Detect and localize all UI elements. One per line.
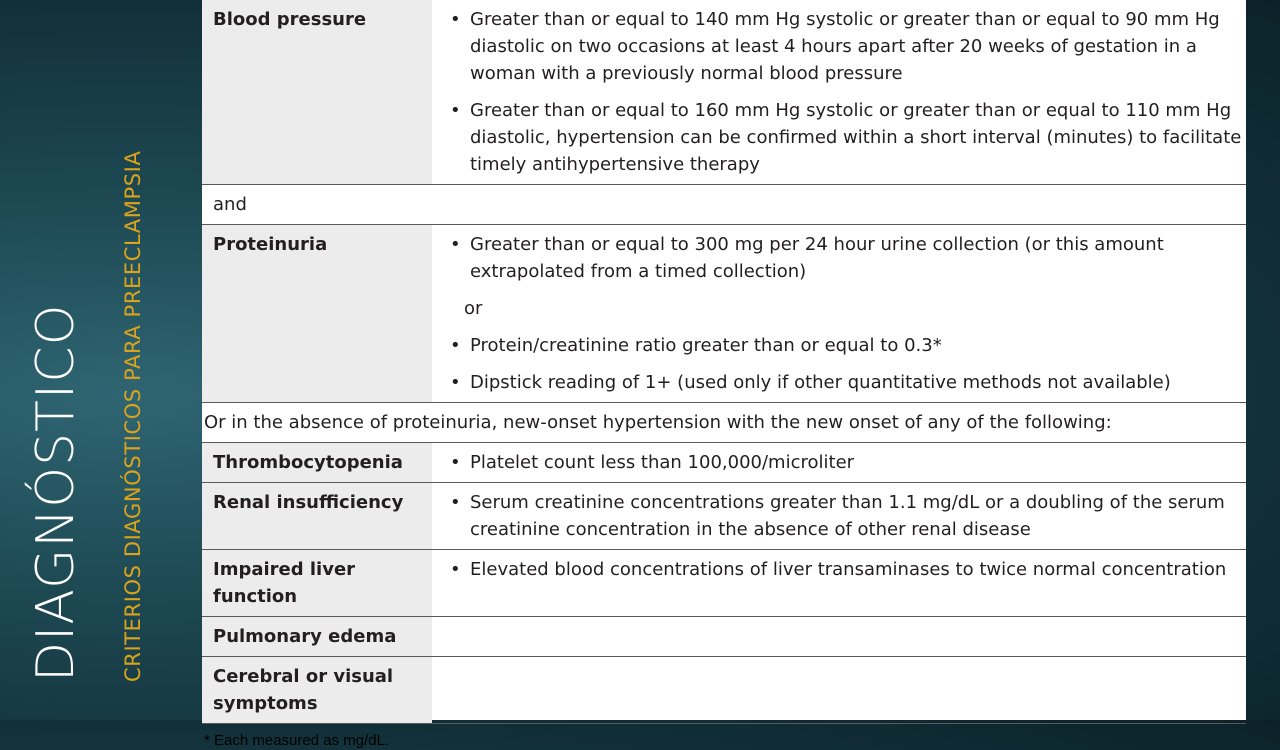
row-label: Pulmonary edema [202, 617, 432, 657]
row-label: Proteinuria [202, 225, 432, 403]
table-row-cerebral [202, 657, 1246, 724]
footnote: * Each measured as mg/dL. [204, 732, 390, 749]
connector-text: and [213, 194, 247, 215]
row-content [432, 617, 1246, 657]
criteria-bullet: • Dipstick reading of 1+ (used only if other quantitative methods not available) [450, 369, 1246, 396]
row-content [432, 657, 1246, 724]
criteria-bullet: • Greater than or equal to 140 mm Hg systolic or greater than or equal to 90 mm Hg diastolic on two occasions at least 4 hours apart after 20 weeks of gestation in a woman with a previously normal blood pressure [450, 6, 1246, 87]
criteria-bullet: • Serum creatinine concentrations greater than 1.1 mg/dL or a doubling of the serum creatinine concentration in the absence of other renal disease [450, 489, 1246, 543]
row-label: Blood pressure [202, 0, 432, 185]
table-row-proteinuria [202, 225, 1246, 403]
criteria-bullet: • Protein/creatinine ratio greater than or equal to 0.3* [450, 332, 1246, 359]
row-content [432, 225, 1246, 403]
row-label: Thrombocytopenia [202, 443, 432, 483]
row-label: Impaired liver function [202, 550, 432, 617]
criteria-bullet: • Elevated blood concentrations of liver transaminases to twice normal concentration [450, 556, 1246, 583]
row-content [432, 483, 1246, 550]
table-row-thrombocytopenia [202, 443, 1246, 483]
table-row-blood-pressure [202, 0, 1246, 185]
table-row-renal [202, 483, 1246, 550]
row-label: Renal insufficiency [202, 483, 432, 550]
criteria-bullet: • Greater than or equal to 160 mm Hg systolic or greater than or equal to 110 mm Hg diastolic, hypertension can be confirmed within a short interval (minutes) to facilitate timely antihypertensive therapy [450, 97, 1246, 178]
connector-text: or [464, 298, 483, 319]
table-row-and [202, 185, 1246, 225]
row-content [432, 443, 1246, 483]
slide-title: DIAGNÓSTICO [26, 303, 86, 682]
slide-subtitle: CRITERIOS DIAGNÓSTICOS PARA PREECLAMPSIA [121, 150, 145, 682]
row-content [432, 550, 1246, 617]
table-row-liver [202, 550, 1246, 617]
slide-title-area [0, 0, 190, 720]
row-label: Cerebral or visual symptoms [202, 657, 432, 724]
row-content [432, 0, 1246, 185]
criteria-document [202, 0, 1246, 749]
criteria-table [202, 0, 1246, 724]
table-row-pulmonary [202, 617, 1246, 657]
criteria-bullet: • Greater than or equal to 300 mg per 24 hour urine collection (or this amount extrapolated from a timed collection) [450, 231, 1246, 285]
table-row-absence [202, 403, 1246, 443]
connector-text: Or in the absence of proteinuria, new-onset hypertension with the new onset of any of the following: [204, 412, 1112, 433]
criteria-bullet: • Platelet count less than 100,000/microliter [450, 449, 1246, 476]
